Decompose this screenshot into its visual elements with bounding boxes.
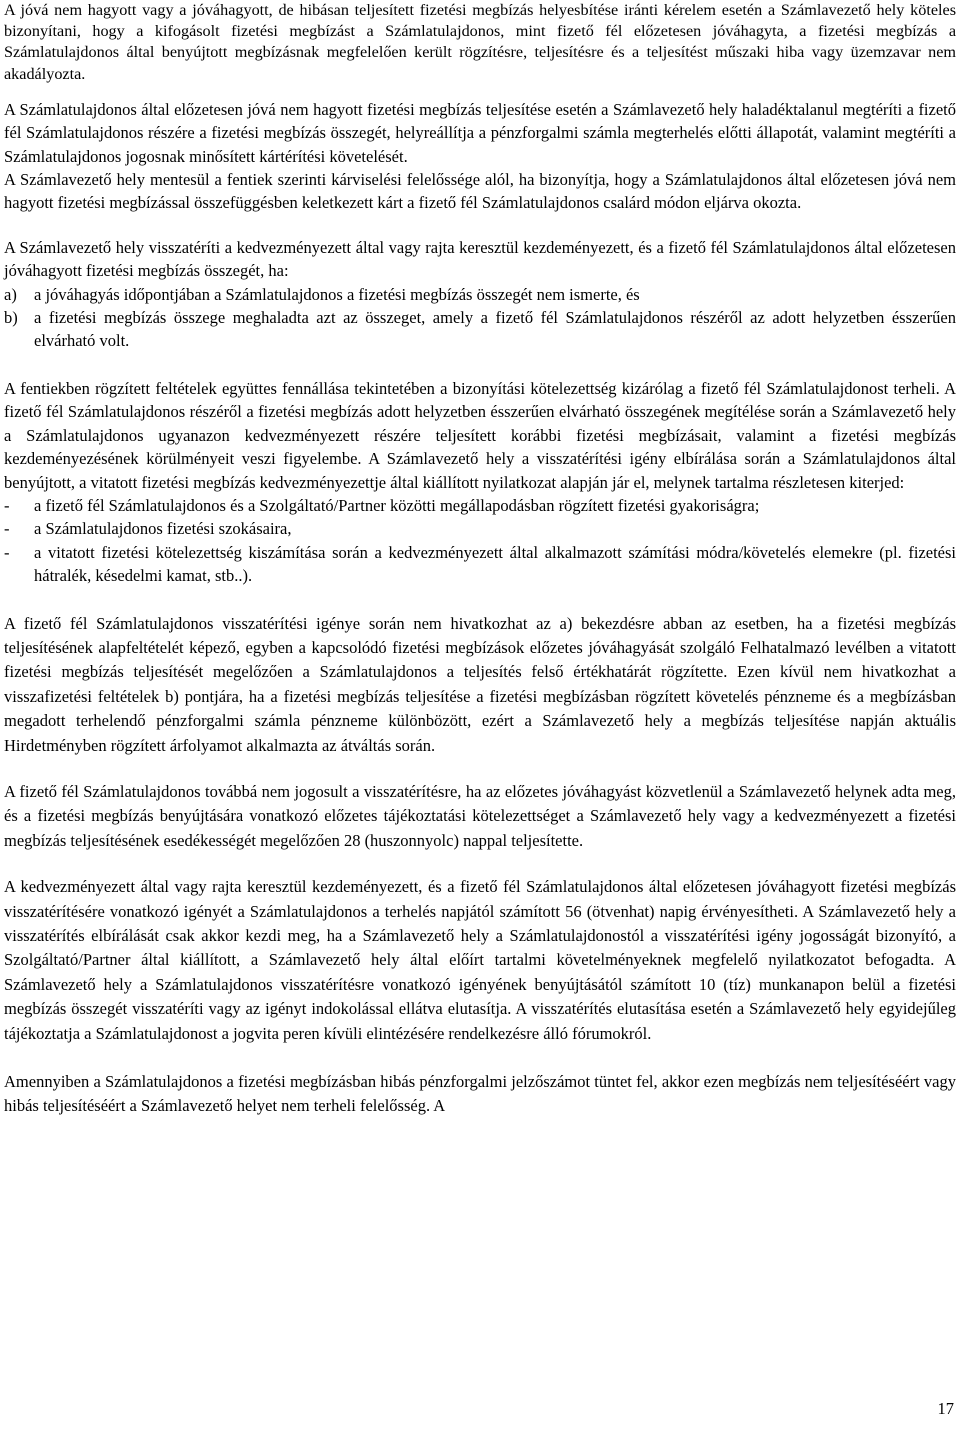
list-item-text: a Számlatulajdonos fizetési szokásaira, bbox=[34, 519, 292, 539]
paragraph-unauthorized-payment: A Számlatulajdonos által előzetesen jóvá nem hagyott fizetési megbízás teljesítése esetén a Számlavezető hely haladéktalanul megtéríti a fizető fél Számlatulajdonos részére a fizetési megbízás összegét, helyreállítja a pénzforgalmi számla megterhelés előtti állapotát, valamint megtéríti a Számlatulajdonos jogosnak minősített kártérítési követelését. bbox=[4, 99, 956, 166]
list-item-text: a fizető fél Számlatulajdonos és a Szolgáltató/Partner közötti megállapodásban rögzített fizetési gyakoriságra; bbox=[34, 495, 760, 515]
page-number: 17 bbox=[937, 1399, 954, 1418]
list-item bbox=[4, 517, 956, 540]
list-item-text: a fizetési megbízás összege meghaladta azt az összeget, amely a fizető fél Számlatulajdonos részéről az adott helyzetben ésszerűen elvárható volt. bbox=[34, 308, 956, 351]
list-item bbox=[4, 306, 956, 353]
list-item-text: a jóváhagyás időpontjában a Számlatulajdonos a fizetési megbízás összegét nem ismerte, és bbox=[34, 284, 640, 304]
paragraph-liability-exemption: A Számlavezető hely mentesül a fentiek szerinti kárviselési felelőssége alól, ha bizonyítja, hogy a Számlatulajdonos által előzetesen jóvá nem hagyott fizetési megbízással összefüggésben keletkezett kárt a fizető fél Számlatulajdonos csalárd módon eljárva okozta. bbox=[4, 170, 956, 213]
paragraph-wrong-account-number: Amennyiben a Számlatulajdonos a fizetési megbízásban hibás pénzforgalmi jelzőszámot tüntet fel, akkor ezen megbízás nem teljesítéséért vagy hibás teljesítéséért a Számlavezető helyet nem terheli felelősség. A bbox=[4, 1072, 956, 1116]
list-marker: a) bbox=[4, 284, 17, 304]
list-item bbox=[4, 494, 956, 517]
list-marker: - bbox=[4, 495, 10, 515]
list-item-text: a vitatott fizetési kötelezettség kiszámítása során a kedvezményezett által alkalmazott számítási módra/követelés elemekre (pl. fizetési hátralék, késedelmi kamat, stb..). bbox=[34, 542, 956, 586]
paragraph-no-refund-prior-approval: A fizető fél Számlatulajdonos továbbá nem jogosult a visszatérítésre, ha az előzetes jóváhagyást közvetlenül a Számlavezető helynek adta meg, és a fizetési megbízás benyújtására vonatkozó előzetes tájékoztatási kötelezettséget a Számlavezető hely vagy a kedvezményezett a fizetési megbízás teljesítésének esedékességét megelőzően 28 (huszonnyolc) nappal teljesítette. bbox=[4, 781, 956, 850]
paragraph-burden-of-proof: A fentiekben rögzített feltételek együttes fennállása tekintetében a bizonyítási kötelezettség kizárólag a fizető fél Számlatulajdonost terheli. A fizető fél Számlatulajdonos részéről a fizetési megbízás adott helyzetben ésszerűen elvárható összegének megítélése során a Számlavezető hely a Számlatulajdonos ugyanazon kedvezményezett részére teljesített korábbi fizetési megbízásait, valamint a fizetési megbízás kezdeményezésének körülményeit veszi figyelembe. A Számlavezető hely a visszatérítési igény elbírálása során a Számlatulajdonos által benyújtott, a vitatott fizetési megbízás kedvezményezettje által kiállított nyilatkozat alapján jár el, melynek tartalma részletesen kiterjed: bbox=[4, 378, 956, 492]
document-page bbox=[4, 0, 956, 1119]
paragraph-refund-deadline: A kedvezményezett által vagy rajta keresztül kezdeményezett, és a fizető fél Számlatulajdonos által előzetesen jóváhagyott fizetési megbízás visszatérítésére vonatkozó igényét a Számlatulajdonos a terhelés napjától számított 56 (ötvenhat) napig érvényesítheti. A Számlavezető hely a visszatérítés elbírálását csak akkor kezdi meg, ha a Számlavezető hely a Számlatulajdonostól a visszatérítési igény jogosságát bizonyító, a Szolgáltató/Partner által kiállított, a Számlavezető hely által előírt tartalmi követelményeknek megfelelő nyilatkozatot befogadta. A Számlavezető hely a Számlatulajdonos visszatérítésre vonatkozó igényének benyújtásától számított 10 (tíz) munkanapon belül a fizetési megbízás összegét visszatéríti vagy az igényt indokolással ellátva elutasítja. A visszatérítés elutasítása esetén a Számlavezető hely egyidejűleg tájékoztatja a Számlatulajdonost a jogvita peren kívüli elintézésére rendelkezésre álló fórumokról. bbox=[4, 877, 956, 1043]
list-marker: - bbox=[4, 542, 10, 562]
list-item bbox=[4, 283, 956, 306]
list-marker: b) bbox=[4, 308, 18, 328]
list-item bbox=[4, 541, 956, 588]
list-marker: - bbox=[4, 519, 10, 539]
paragraph-refund-conditions: A Számlavezető hely visszatéríti a kedvezményezett által vagy rajta keresztül kezdeményezett, és a fizető fél Számlatulajdonos által előzetesen jóváhagyott fizetési megbízás összegét, ha: bbox=[4, 237, 956, 281]
paragraph-correction-request: A jóvá nem hagyott vagy a jóváhagyott, de hibásan teljesített fizetési megbízás helyesbítése iránti kérelem esetén a Számlavezető hely köteles bizonyítani, hogy a kifogásolt fizetési megbízást a Számlatulajdonos, mint fizető fél előzetesen jóváhagyta, a fizetési megbízás a Számlatulajdonos által benyújtott megbízásnak megfelelően került rögzítésre, teljesítésre és a teljesítést műszaki hiba vagy üzemzavar nem akadályozta. bbox=[4, 1, 956, 83]
paragraph-no-reference-conditions: A fizető fél Számlatulajdonos visszatérítési igénye során nem hivatkozhat az a) bekezdésre abban az esetben, ha a fizetési megbízás teljesítésének alapfeltételét képező, egyben a kapcsolódó fizetési megbízások előzetes jóváhagyását szolgáló Felhatalmazó levélben a vitatott fizetési megbízás teljesítését megelőzően a Számlatulajdonos a teljesítés felső értékhatárát rögzítette. Ezen kívül nem hivatkozhat a visszafizetési feltételek b) pontjára, ha a fizetési megbízás teljesítése a fizetési megbízásban rögzített követelés pénzneme és a megbízásban megadott terhelendő pénzforgalmi számla pénzneme különbözött, ezért a Számlavezető hely a megbízás teljesítése napján aktuális Hirdetményben rögzített árfolyamot alkalmazta az átváltás során. bbox=[4, 613, 956, 755]
